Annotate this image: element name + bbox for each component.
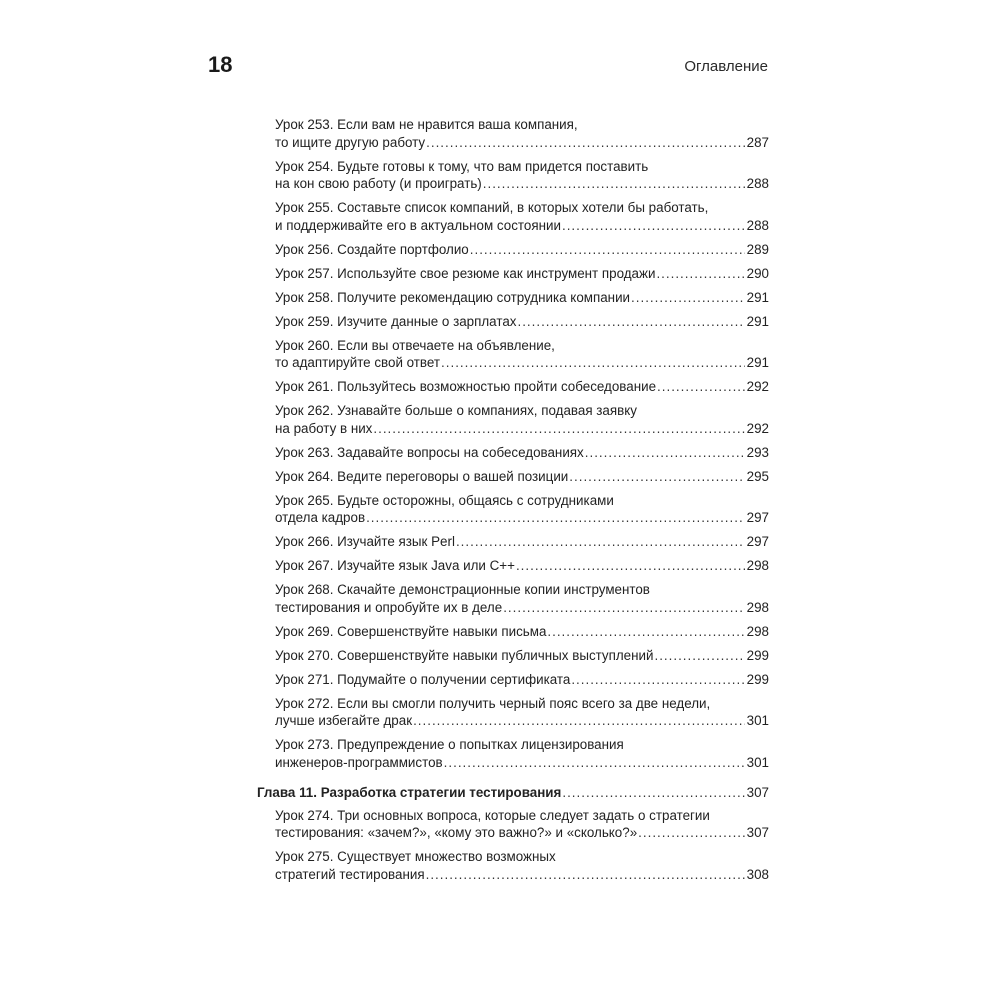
toc-page-number: 288 xyxy=(746,176,769,191)
toc-entry-row xyxy=(275,354,769,372)
toc-lesson-entry xyxy=(257,647,769,665)
toc-entry-title-line: Урок 260. Если вы отвечаете на объявление, xyxy=(275,337,555,353)
toc-entry-row xyxy=(275,265,769,283)
dot-leader xyxy=(562,217,745,235)
toc-entry-title-line: Урок 268. Скачайте демонстрационные копии инструментов xyxy=(275,582,650,597)
toc-page-number: 297 xyxy=(746,534,769,549)
toc-lesson-entry xyxy=(257,695,769,730)
toc-page-number: 291 xyxy=(746,355,769,370)
dot-leader xyxy=(631,289,745,307)
toc-entry-title-line: то ищите другую работу xyxy=(275,134,426,150)
toc-lesson-entry xyxy=(257,199,769,234)
toc-lesson-entry xyxy=(257,848,769,883)
toc-entry-title-line: Урок 266. Изучайте язык Perl xyxy=(275,534,455,549)
dot-leader xyxy=(426,134,745,152)
toc-entry-row xyxy=(275,313,769,331)
toc-entry-title-line: тестирования: «зачем?», «кому это важно?» и «сколько?» xyxy=(275,825,638,840)
toc-lesson-entry xyxy=(257,402,769,437)
toc-entry-row xyxy=(257,784,769,802)
toc-page-number: 297 xyxy=(746,510,769,525)
toc-entry-title-line: отдела кадров xyxy=(275,510,366,525)
toc-entry-title-line: Урок 265. Будьте осторожны, общаясь с сотрудниками xyxy=(275,492,614,508)
dot-leader xyxy=(470,241,745,259)
toc-entry-title-line: Урок 256. Создайте портфолио xyxy=(275,241,469,257)
dot-leader xyxy=(638,824,745,842)
toc-lesson-entry xyxy=(257,116,769,151)
toc-lesson-entry xyxy=(257,468,769,486)
dot-leader xyxy=(413,712,745,730)
toc-entry-row xyxy=(275,175,769,193)
toc-entry-row xyxy=(275,647,769,665)
toc-entry-title-line: лучше избегайте драк xyxy=(275,713,413,728)
toc-entry-row xyxy=(275,623,769,641)
toc-page-number: 299 xyxy=(746,671,769,687)
dot-leader xyxy=(441,354,745,372)
toc-entry-title-line: Урок 255. Составьте список компаний, в которых хотели бы работать, xyxy=(275,200,709,215)
toc-lesson-entry xyxy=(257,581,769,616)
toc-page-number: 293 xyxy=(746,444,769,460)
toc-lesson-entry xyxy=(257,492,769,527)
toc-entry-row xyxy=(275,241,769,259)
toc-page-number: 308 xyxy=(746,866,769,882)
toc-entry-row xyxy=(275,134,769,152)
toc-entry-title-line: инженеров-программистов xyxy=(275,754,443,770)
toc-entry-title-line: то адаптируйте свой ответ xyxy=(275,355,441,370)
toc-page-number: 288 xyxy=(746,217,769,233)
page-number: 18 xyxy=(208,52,233,77)
toc-lesson-entry xyxy=(257,289,769,307)
dot-leader xyxy=(562,784,744,802)
dot-leader xyxy=(585,444,745,462)
dot-leader xyxy=(503,599,744,617)
toc-lesson-entry xyxy=(257,378,769,396)
toc-entry-row xyxy=(275,509,769,527)
toc-entry-title-line: Урок 269. Совершенствуйте навыки письма xyxy=(275,623,547,639)
toc-entry-title-line: Урок 258. Получите рекомендацию сотрудника компании xyxy=(275,289,631,305)
toc-entry-row xyxy=(275,754,769,772)
toc-entry-title-line: Урок 275. Существует множество возможных xyxy=(275,849,556,864)
toc-entry-title-line: Урок 264. Ведите переговоры о вашей позиции xyxy=(275,468,569,484)
toc-entry-row xyxy=(275,468,769,486)
toc-page-number: 291 xyxy=(746,313,769,329)
toc-page-number: 301 xyxy=(746,713,769,728)
toc-chapter-entry xyxy=(257,784,769,802)
toc-entry-title-line: Урок 254. Будьте готовы к тому, что вам придется поставить xyxy=(275,158,649,174)
dot-leader xyxy=(517,313,744,331)
toc-lesson-entry xyxy=(257,158,769,193)
dot-leader xyxy=(426,866,745,884)
toc-entry-title-line: Урок 267. Изучайте язык Java или C++ xyxy=(275,558,515,573)
toc-entry-row xyxy=(275,599,769,617)
toc-page-number: 307 xyxy=(746,785,769,800)
toc-page-number: 291 xyxy=(746,289,769,305)
toc-page-number: 301 xyxy=(746,754,769,770)
toc-entry-title-line: Урок 263. Задавайте вопросы на собеседованиях xyxy=(275,444,584,460)
toc-entry-row xyxy=(275,557,769,575)
toc-page-number: 298 xyxy=(746,599,769,615)
dot-leader xyxy=(547,623,744,641)
dot-leader xyxy=(456,533,745,551)
toc-lesson-entry xyxy=(257,807,769,842)
toc-entry-title-line: Урок 272. Если вы смогли получить черный пояс всего за две недели, xyxy=(275,695,711,711)
toc-entry-title-line: Урок 271. Подумайте о получении сертификата xyxy=(275,671,571,687)
toc-entry-title-line: Урок 270. Совершенствуйте навыки публичных выступлений xyxy=(275,647,654,663)
toc-entry-title-line: Урок 261. Пользуйтесь возможностью пройти собеседование xyxy=(275,379,657,394)
dot-leader xyxy=(516,557,745,575)
toc-entry-row xyxy=(275,217,769,235)
toc-entry-title-line: Урок 257. Используйте свое резюме как инструмент продажи xyxy=(275,265,656,281)
dot-leader xyxy=(444,754,745,772)
toc-page-number: 295 xyxy=(746,468,769,484)
toc-lesson-entry xyxy=(257,623,769,641)
toc-page-number: 290 xyxy=(746,265,769,281)
toc-page-number: 298 xyxy=(746,623,769,639)
dot-leader xyxy=(656,265,744,283)
toc-entry-title-line: Глава 11. Разработка стратегии тестирования xyxy=(257,785,562,800)
toc-entry-row xyxy=(275,420,769,438)
toc-entry-row xyxy=(275,824,769,842)
toc-lesson-entry xyxy=(257,444,769,462)
toc-entry-row xyxy=(275,444,769,462)
dot-leader xyxy=(654,647,744,665)
toc-lesson-entry xyxy=(257,671,769,689)
toc-lesson-entry xyxy=(257,313,769,331)
toc-page-number: 292 xyxy=(746,420,769,436)
toc-lesson-entry xyxy=(257,557,769,575)
toc-page-number: 299 xyxy=(746,647,769,663)
toc-lesson-entry xyxy=(257,337,769,372)
toc-page-number: 307 xyxy=(746,825,769,840)
toc-entry-row xyxy=(275,866,769,884)
toc-entry-title-line: Урок 259. Изучите данные о зарплатах xyxy=(275,313,517,329)
toc-entry-title-line: и поддерживайте его в актуальном состоянии xyxy=(275,217,561,233)
toc-entry-row xyxy=(275,533,769,551)
toc-entry-row xyxy=(275,671,769,689)
dot-leader xyxy=(366,509,745,527)
dot-leader xyxy=(569,468,744,486)
toc-lesson-entry xyxy=(257,736,769,771)
toc-entry-title-line: Урок 274. Три основных вопроса, которые следует задать о стратегии xyxy=(275,807,710,823)
table-of-contents xyxy=(257,116,769,890)
toc-entry-title-line: Урок 253. Если вам не нравится ваша компания, xyxy=(275,117,578,132)
toc-entry-title-line: тестирования и опробуйте их в деле xyxy=(275,599,503,615)
toc-entry-title-line: стратегий тестирования xyxy=(275,866,425,882)
toc-page-number: 287 xyxy=(746,134,769,150)
dot-leader xyxy=(571,671,744,689)
toc-page-number: 292 xyxy=(746,379,769,394)
running-head: Оглавление xyxy=(684,58,768,75)
toc-lesson-entry xyxy=(257,533,769,551)
dot-leader xyxy=(657,378,745,396)
toc-entry-title-line: на работу в них xyxy=(275,420,373,436)
toc-page-number: 289 xyxy=(746,241,769,257)
toc-entry-row xyxy=(275,289,769,307)
toc-entry-row xyxy=(275,378,769,396)
dot-leader xyxy=(483,175,745,193)
toc-lesson-entry xyxy=(257,241,769,259)
toc-entry-title-line: Урок 262. Узнавайте больше о компаниях, подавая заявку xyxy=(275,403,637,418)
dot-leader xyxy=(373,420,744,438)
toc-entry-row xyxy=(275,712,769,730)
toc-entry-title-line: на кон свою работу (и проиграть) xyxy=(275,176,482,191)
toc-page-number: 298 xyxy=(746,558,769,573)
toc-entry-title-line: Урок 273. Предупреждение о попытках лицензирования xyxy=(275,737,624,752)
toc-lesson-entry xyxy=(257,265,769,283)
